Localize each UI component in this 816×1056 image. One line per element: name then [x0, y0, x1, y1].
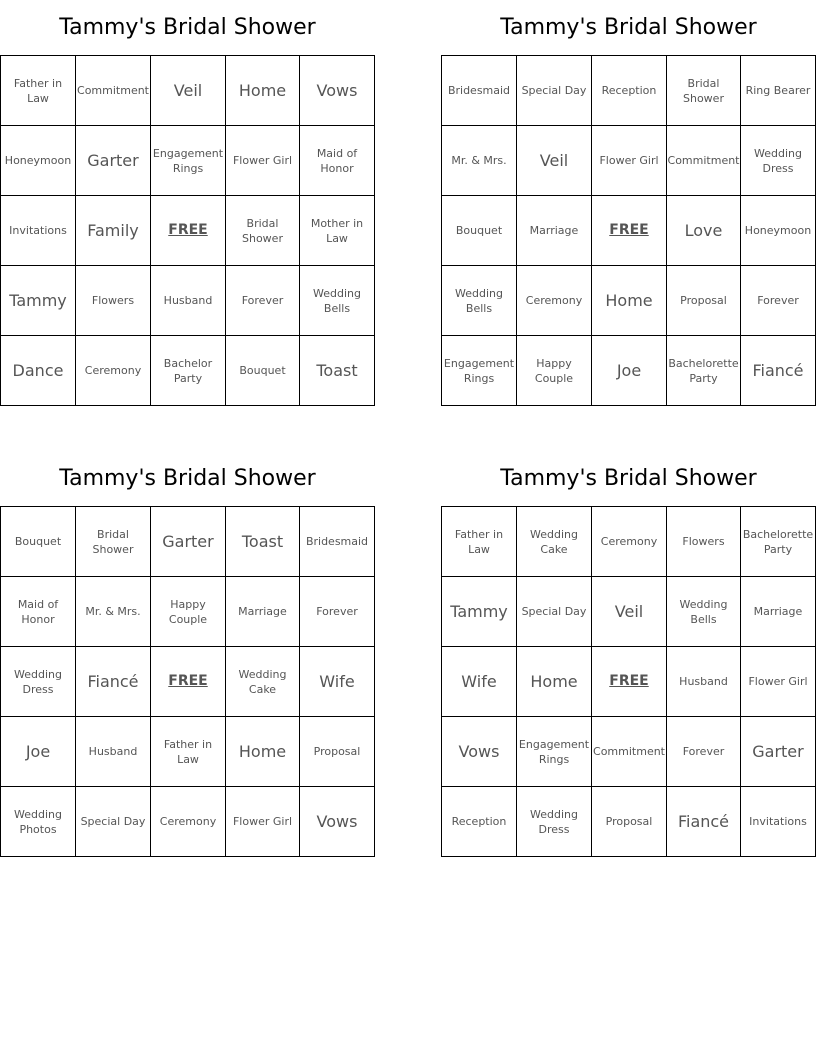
bingo-cell: Father in Law: [1, 56, 76, 126]
bingo-cell: Vows: [442, 717, 517, 787]
bingo-cell: Garter: [151, 507, 226, 577]
free-space-cell: FREE: [592, 196, 667, 266]
bingo-cell: Flower Girl: [592, 126, 667, 196]
bingo-cell: Honeymoon: [741, 196, 815, 266]
bingo-cell: Bachelorette Party: [741, 507, 815, 577]
bingo-cell: Ceremony: [151, 787, 226, 856]
bingo-cell: Family: [76, 196, 151, 266]
bingo-cell: Invitations: [749, 815, 807, 828]
bingo-cell: Wedding Dress: [1, 647, 76, 717]
bingo-grid: [441, 506, 816, 857]
bingo-cell: Veil: [151, 56, 226, 126]
bingo-cell: Flowers: [667, 507, 741, 577]
bingo-cell: Bachelorette Party: [667, 336, 741, 405]
bingo-cell: Forever: [741, 266, 815, 336]
bingo-cell: Bridal Shower: [226, 196, 300, 266]
bingo-cell: Wedding Dress: [517, 787, 592, 856]
bingo-cell: Reception: [592, 56, 667, 126]
bingo-cell: Ceremony: [517, 266, 592, 336]
bingo-cell: Bridesmaid: [442, 56, 517, 126]
bingo-cell: Mr. & Mrs.: [442, 126, 517, 196]
bingo-cell: Bachelor Party: [151, 336, 226, 405]
bingo-cell: Mother in Law: [300, 196, 374, 266]
bingo-grid: [441, 55, 816, 406]
bingo-cell: Engagement Rings: [517, 717, 592, 787]
bingo-cell: Invitations: [1, 196, 76, 266]
bingo-cell: Fiancé: [667, 787, 741, 856]
bingo-cell: Toast: [226, 507, 300, 577]
bingo-cell: Bouquet: [226, 336, 300, 405]
bingo-cell: Father in Law: [151, 717, 226, 787]
bingo-cell: Happy Couple: [517, 336, 592, 405]
bingo-cell: Bouquet: [442, 196, 517, 266]
bingo-cell: Commitment: [592, 717, 667, 787]
bingo-cell: Honeymoon: [1, 126, 76, 196]
bingo-cell: Wedding Bells: [667, 577, 741, 647]
card-title: Tammy's Bridal Shower: [500, 466, 757, 491]
bingo-cell: Veil: [592, 577, 667, 647]
bingo-cell: Husband: [76, 717, 151, 787]
bingo-cell: Dance: [1, 336, 76, 405]
bingo-cell: Vows: [300, 56, 374, 126]
bingo-cell: Ceremony: [592, 507, 667, 577]
bingo-cell: Bouquet: [1, 507, 76, 577]
bingo-cell: Home: [592, 266, 667, 336]
bingo-cell: Bridesmaid: [300, 507, 374, 577]
bingo-cell: Engagement Rings: [442, 336, 517, 405]
free-space-cell: FREE: [592, 647, 667, 717]
bingo-cell: Commitment: [667, 126, 741, 196]
bingo-cell: Commitment: [76, 56, 151, 126]
bingo-cell: Forever: [226, 266, 300, 336]
bingo-cell: Wedding Cake: [226, 647, 300, 717]
bingo-cell: Home: [226, 717, 300, 787]
bingo-cell: Forever: [667, 717, 741, 787]
bingo-grid: [0, 55, 375, 406]
card-title: Tammy's Bridal Shower: [59, 15, 316, 40]
bingo-cell: Proposal: [592, 787, 667, 856]
bingo-cell: Proposal: [300, 717, 374, 787]
bingo-cell: Fiancé: [76, 647, 151, 717]
bingo-cell: Bridal Shower: [667, 56, 741, 126]
bingo-cell: Wife: [442, 647, 517, 717]
free-space-cell: FREE: [151, 647, 226, 717]
bingo-cell: Forever: [300, 577, 374, 647]
card-title: Tammy's Bridal Shower: [500, 15, 757, 40]
bingo-cell: Home: [226, 56, 300, 126]
bingo-cell: Marriage: [226, 577, 300, 647]
bingo-cell: Tammy: [1, 266, 76, 336]
bingo-cell: Wedding Bells: [300, 266, 374, 336]
bingo-cell: Maid of Honor: [1, 577, 76, 647]
bingo-cell: Special Day: [76, 787, 151, 856]
bingo-cell: Garter: [76, 126, 151, 196]
card-title: Tammy's Bridal Shower: [59, 466, 316, 491]
bingo-cell: Flower Girl: [226, 787, 300, 856]
bingo-cell: Proposal: [667, 266, 741, 336]
free-space-cell: FREE: [151, 196, 226, 266]
bingo-cell: Garter: [741, 717, 815, 787]
bingo-cell: Joe: [1, 717, 76, 787]
bingo-cell: Marriage: [517, 196, 592, 266]
bingo-cell: Ceremony: [76, 336, 151, 405]
bingo-cell: Wedding Dress: [741, 126, 815, 196]
bingo-cell: Ring Bearer: [741, 56, 815, 126]
bingo-cell: Vows: [316, 811, 358, 831]
bingo-cell: Love: [667, 196, 741, 266]
bingo-cell: Husband: [151, 266, 226, 336]
bingo-cell: Maid of Honor: [300, 126, 374, 196]
bingo-cell: Toast: [316, 360, 358, 380]
bingo-cell: Mr. & Mrs.: [76, 577, 151, 647]
bingo-cell: Engagement Rings: [151, 126, 226, 196]
bingo-cell: Special Day: [517, 577, 592, 647]
bingo-cell: Wedding Bells: [442, 266, 517, 336]
bingo-cell: Fiancé: [752, 360, 804, 380]
bingo-cell: Wife: [300, 647, 374, 717]
bingo-cell: Tammy: [442, 577, 517, 647]
bingo-cell: Husband: [667, 647, 741, 717]
bingo-cell: Home: [517, 647, 592, 717]
bingo-cell: Joe: [592, 336, 667, 405]
bingo-grid: [0, 506, 375, 857]
bingo-cell: Veil: [517, 126, 592, 196]
bingo-cell: Bridal Shower: [76, 507, 151, 577]
bingo-cell: Flower Girl: [741, 647, 815, 717]
bingo-cell: Special Day: [517, 56, 592, 126]
bingo-cell: Flowers: [76, 266, 151, 336]
bingo-cell: Happy Couple: [151, 577, 226, 647]
bingo-cell: Wedding Cake: [517, 507, 592, 577]
bingo-cell: Father in Law: [442, 507, 517, 577]
bingo-cell: Reception: [442, 787, 517, 856]
bingo-cell: Flower Girl: [226, 126, 300, 196]
bingo-cell: Marriage: [741, 577, 815, 647]
bingo-cell: Wedding Photos: [1, 787, 76, 856]
